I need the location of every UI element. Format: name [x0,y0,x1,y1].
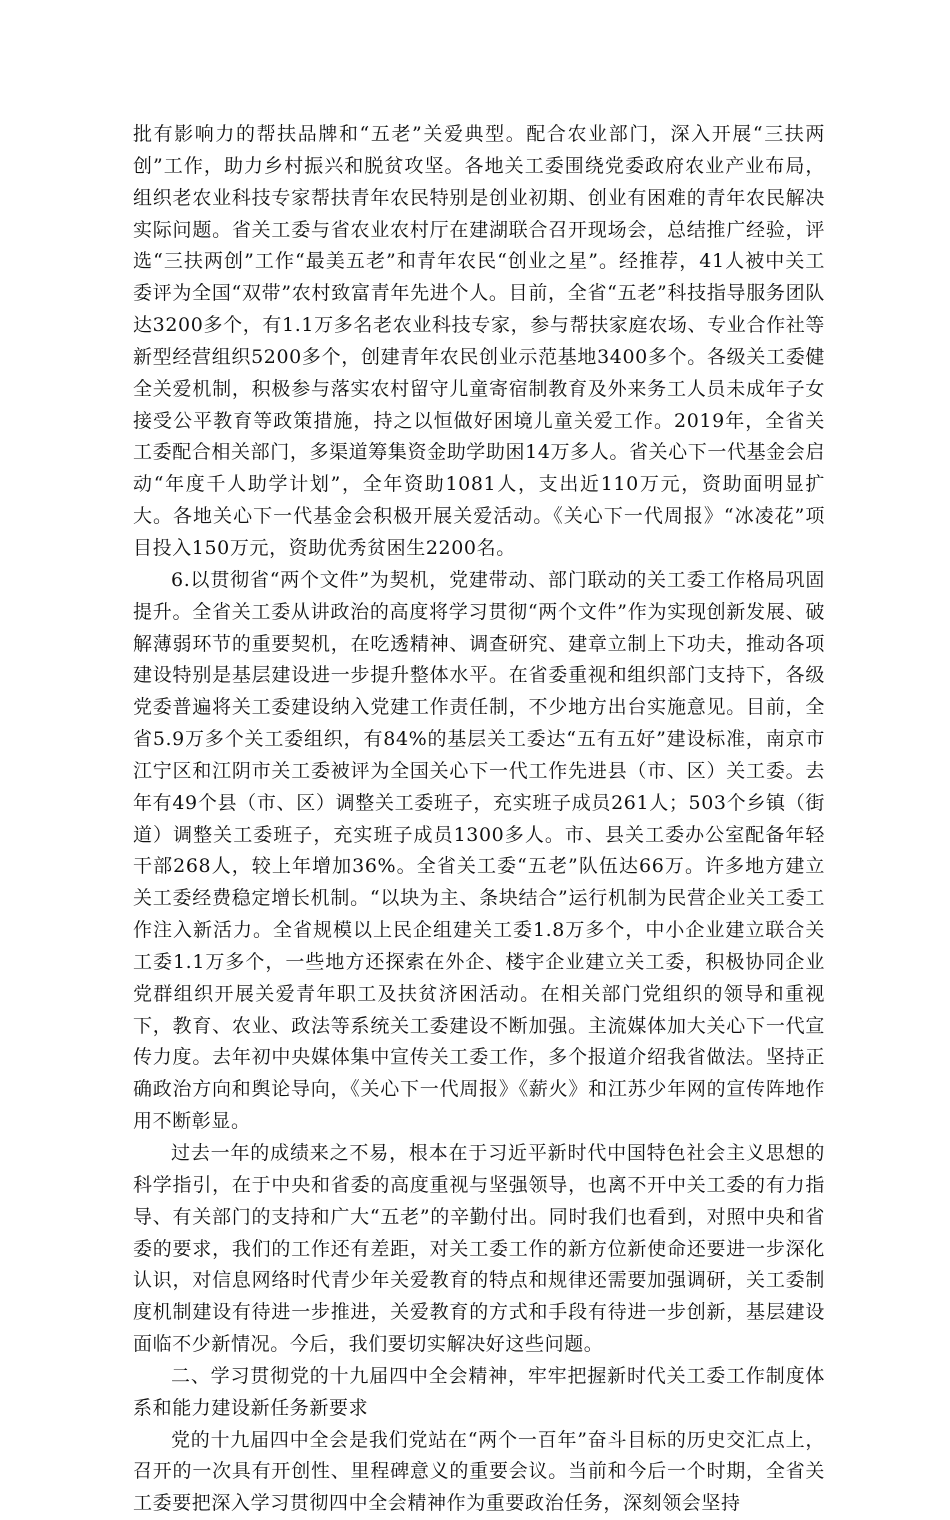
paragraph-section-2-intro: 党的十九届四中全会是我们党站在“两个一百年”奋斗目标的历史交汇点上，召开的一次具有开创性、里程碑意义的重要会议。当前和今后一个时期，全省关工委要把深入学习贯彻四中全会精神作为重要政治任务，深刻领会坚持 [133,1428,825,1515]
paragraph-summary: 过去一年的成绩来之不易，根本在于习近平新时代中国特色社会主义思想的科学指引，在于中央和省委的高度重视与坚强领导，也离不开中关工委的有力指导、有关部门的支持和广大“五老”的辛勤付出。同时我们也看到，对照中央和省委的要求，我们的工作还有差距，对关工委工作的新方位新使命还要进一步深化认识，对信息网络时代青少年关爱教育的特点和规律还需要加强调研，关工委制度机制建设有待进一步推进，关爱教育的方式和手段有待进一步创新，基层建设面临不少新情况。今后，我们要切实解决好这些问题。 [133,1142,825,1356]
section-heading-2: 二、学习贯彻党的十九届四中全会精神，牢牢把握新时代关工委工作制度体系和能力建设新任务新要求 [133,1364,825,1419]
paragraph-continuation: 批有影响力的帮扶品牌和“五老”关爱典型。配合农业部门，深入开展“三扶两创”工作，助力乡村振兴和脱贫攻坚。各地关工委围绕党委政府农业产业布局，组织老农业科技专家帮扶青年农民特别是创业初期、创业有困难的青年农民解决实际问题。省关工委与省农业农村厅在建湖联合召开现场会，总结推广经验，评选“三扶两创”工作“最美五老”和青年农民“创业之星”。经推荐，41人被中关工委评为全国“双带”农村致富青年先进个人。目前，全省“五老”科技指导服务团队达3200多个，有1.1万多名老农业科技专家，参与帮扶家庭农场、专业合作社等新型经营组织5200多个，创建青年农民创业示范基地3400多个。各级关工委健全关爱机制，积极参与落实农村留守儿童寄宿制教育及外来务工人员未成年子女接受公平教育等政策措施，持之以恒做好困境儿童关爱工作。2019年，全省关工委配合相关部门，多渠道筹集资金助学助困14万多人。省关心下一代基金会启动“年度千人助学计划”，全年资助1081人，支出近110万元，资助面明显扩大。各地关心下一代基金会积极开展关爱活动。《关心下一代周报》“冰凌花”项目投入150万元，资助优秀贫困生2200名。 [133,123,825,559]
document-page [133,119,825,1520]
paragraph-section-6: 6.以贯彻省“两个文件”为契机，党建带动、部门联动的关工委工作格局巩固提升。全省关工委从讲政治的高度将学习贯彻“两个文件”作为实现创新发展、破解薄弱环节的重要契机，在吃透精神、调查研究、建章立制上下功夫，推动各项建设特别是基层建设进一步提升整体水平。在省委重视和组织部门支持下，各级党委普遍将关工委建设纳入党建工作责任制，不少地方出台实施意见。目前，全省5.9万多个关工委组织，有84%的基层关工委达“五有五好”建设标准，南京市江宁区和江阴市关工委被评为全国关心下一代工作先进县（市、区）关工委。去年有49个县（市、区）调整关工委班子，充实班子成员261人；503个乡镇（街道）调整关工委班子，充实班子成员1300多人。市、县关工委办公室配备年轻干部268人，较上年增加36%。全省关工委“五老”队伍达66万。许多地方建立关工委经费稳定增长机制。“以块为主、条块结合”运行机制为民营企业关工委工作注入新活力。全省规模以上民企组建关工委1.8万多个，中小企业建立联合关工委1.1万多个，一些地方还探索在外企、楼宇企业建立关工委，积极协同企业党群组织开展关爱青年职工及扶贫济困活动。在相关部门党组织的领导和重视下，教育、农业、政法等系统关工委建设不断加强。主流媒体加大关心下一代宣传力度。去年初中央媒体集中宣传关工委工作，多个报道介绍我省做法。坚持正确政治方向和舆论导向，《关心下一代周报》《薪火》和江苏少年网的宣传阵地作用不断彰显。 [133,568,825,1133]
